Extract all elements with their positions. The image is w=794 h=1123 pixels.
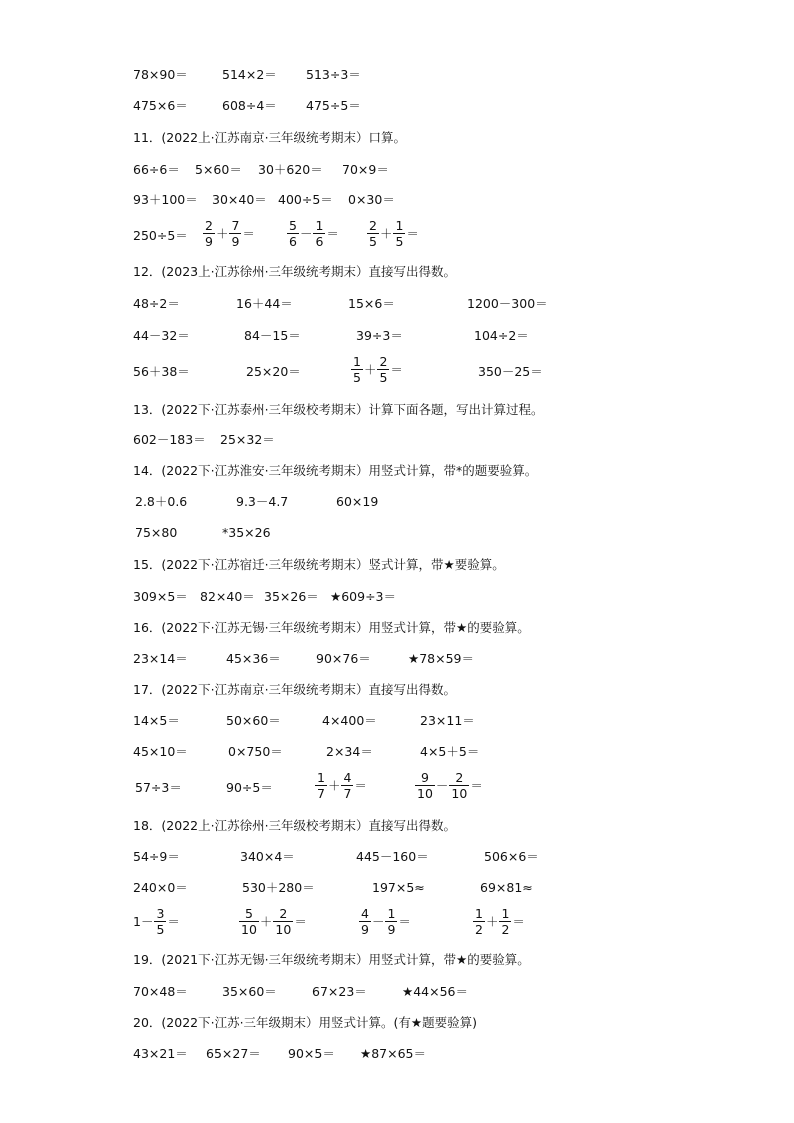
expression: 25×32＝ [220, 432, 275, 447]
expression: 9.3－4.7 [236, 494, 289, 509]
expression: 2×34＝ [326, 744, 373, 759]
fraction-expression: 1－ $\frac{3}{5}$ ＝ [133, 906, 180, 937]
fraction-expression: $\frac{4}{9}$ － $\frac{1}{9}$ ＝ [361, 906, 411, 937]
expression: 602－183＝ [133, 432, 206, 447]
expression: 240×0＝ [133, 880, 188, 895]
fraction: $\frac{1}{6}$ [315, 218, 324, 249]
expression: ★44×56＝ [402, 984, 468, 999]
expression: 48÷2＝ [133, 296, 180, 311]
question-title: 15．(2022下·江苏宿迁·三年级统考期末）竖式计算，带★要验算。 [133, 557, 505, 572]
expression: 23×11＝ [420, 713, 475, 728]
expression: *35×26 [222, 525, 271, 540]
expression: 30＋620＝ [258, 162, 323, 177]
fraction: $\frac{7}{9}$ [231, 218, 240, 249]
fraction-expression: $\frac{5}{6}$ － $\frac{1}{6}$ ＝ [289, 218, 339, 249]
question-title: 20．(2022下·江苏·三年级期末）用竖式计算。(有★题要验算) [133, 1015, 478, 1030]
expression: 66÷6＝ [133, 162, 180, 177]
expression: 25×20＝ [246, 364, 301, 379]
fraction: $\frac{4}{9}$ [361, 906, 369, 937]
expression: 530＋280＝ [242, 880, 315, 895]
fraction: $\frac{2}{10}$ [451, 770, 468, 801]
expression: 2.8＋0.6 [135, 494, 188, 509]
expression: 0×30＝ [348, 192, 395, 207]
question-title: 16．(2022下·江苏无锡·三年级统考期末）用竖式计算，带★的要验算。 [133, 620, 530, 635]
expression: 45×10＝ [133, 744, 188, 759]
expression: 56＋38＝ [133, 364, 190, 379]
expression: 15×6＝ [348, 296, 395, 311]
fraction: $\frac{2}{9}$ [205, 218, 213, 249]
question-title: 14．(2022下·江苏淮安·三年级统考期末）用竖式计算，带*的题要验算。 [133, 463, 538, 478]
fraction: $\frac{1}{7}$ [317, 770, 325, 801]
expression: 30×40＝ [212, 192, 267, 207]
expression: 54÷9＝ [133, 849, 180, 864]
expression: 309×5＝ [133, 589, 188, 604]
fraction: $\frac{3}{5}$ [156, 906, 165, 937]
fraction: $\frac{2}{5}$ [369, 218, 377, 249]
question-title: 11．(2022上·江苏南京·三年级统考期末）口算。 [133, 130, 407, 145]
expression: 75×80 [135, 525, 178, 540]
expression: 90×76＝ [316, 651, 371, 666]
expression: ★609÷3＝ [330, 589, 396, 604]
expression: 90÷5＝ [226, 780, 273, 795]
fraction: $\frac{1}{2}$ [501, 906, 510, 937]
expression: ★78×59＝ [408, 651, 474, 666]
expression: 514×2＝ [222, 67, 277, 82]
expression: 69×81≈ [480, 880, 533, 895]
fraction-expression: $\frac{1}{7}$ ＋ $\frac{4}{7}$ ＝ [317, 770, 367, 801]
question-title: 13．(2022下·江苏泰州·三年级校考期末）计算下面各题，写出计算过程。 [133, 402, 544, 417]
expression: 350－25＝ [478, 364, 543, 379]
expression: 1200－300＝ [467, 296, 548, 311]
expression: 608÷4＝ [222, 98, 277, 113]
expression: 44－32＝ [133, 328, 190, 343]
fraction: $\frac{2}{10}$ [275, 906, 292, 937]
question-title: 17．(2022下·江苏南京·三年级统考期末）直接写出得数。 [133, 682, 457, 697]
expression: 67×23＝ [312, 984, 367, 999]
fraction: $\frac{1}{5}$ [353, 354, 361, 385]
fraction-expression: $\frac{1}{5}$ ＋ $\frac{2}{5}$ ＝ [353, 354, 403, 385]
fraction: $\frac{9}{10}$ [417, 770, 433, 801]
expression: 475÷5＝ [306, 98, 361, 113]
expression: 70×48＝ [133, 984, 188, 999]
question-title: 12．(2023上·江苏徐州·三年级统考期末）直接写出得数。 [133, 264, 457, 279]
expression: 5×60＝ [195, 162, 242, 177]
fraction: $\frac{5}{6}$ [289, 218, 297, 249]
fraction: $\frac{1}{2}$ [475, 906, 483, 937]
expression: 197×5≈ [372, 880, 425, 895]
question-title: 18．(2022上·江苏徐州·三年级校考期末）直接写出得数。 [133, 818, 457, 833]
expression: 513÷3＝ [306, 67, 361, 82]
expression: 475×6＝ [133, 98, 188, 113]
expression: 23×14＝ [133, 651, 188, 666]
fraction: $\frac{2}{5}$ [379, 354, 388, 385]
expression: 43×21＝ [133, 1046, 188, 1061]
fraction-expression: $\frac{2}{9}$ ＋ $\frac{7}{9}$ ＝ [205, 218, 255, 249]
expression: 0×750＝ [228, 744, 283, 759]
fraction: $\frac{1}{5}$ [395, 218, 404, 249]
expression: 14×5＝ [133, 713, 180, 728]
expression: 35×60＝ [222, 984, 277, 999]
expression: 35×26＝ [264, 589, 319, 604]
expression: 340×4＝ [240, 849, 295, 864]
expression: 16＋44＝ [236, 296, 293, 311]
expression: 4×5＋5＝ [420, 744, 480, 759]
question-title: 19．(2021下·江苏无锡·三年级统考期末）用竖式计算，带★的要验算。 [133, 952, 530, 967]
expression: 60×19 [336, 494, 379, 509]
expression: ★87×65＝ [360, 1046, 426, 1061]
fraction-expression: $\frac{1}{2}$ ＋ $\frac{1}{2}$ ＝ [475, 906, 525, 937]
expression: 65×27＝ [206, 1046, 261, 1061]
expression: 4×400＝ [322, 713, 377, 728]
expression: 84－15＝ [244, 328, 301, 343]
fraction-expression: $\frac{9}{10}$ － $\frac{2}{10}$ ＝ [417, 770, 483, 801]
expression: 506×6＝ [484, 849, 539, 864]
expression: 400÷5＝ [278, 192, 333, 207]
expression: 93＋100＝ [133, 192, 198, 207]
expression: 50×60＝ [226, 713, 281, 728]
expression: 90×5＝ [288, 1046, 335, 1061]
expression: 445－160＝ [356, 849, 429, 864]
fraction: $\frac{4}{7}$ [343, 770, 352, 801]
expression: 250÷5＝ [133, 228, 188, 243]
expression: 70×9＝ [342, 162, 389, 177]
expression: 82×40＝ [200, 589, 255, 604]
expression: 78×90＝ [133, 67, 188, 82]
expression: 39÷3＝ [356, 328, 403, 343]
expression: 57÷3＝ [135, 780, 182, 795]
fraction-expression: $\frac{5}{10}$ ＋ $\frac{2}{10}$ ＝ [241, 906, 307, 937]
fraction-expression: $\frac{2}{5}$ ＋ $\frac{1}{5}$ ＝ [369, 218, 419, 249]
fraction: $\frac{1}{9}$ [387, 906, 396, 937]
fraction: $\frac{5}{10}$ [241, 906, 257, 937]
expression: 45×36＝ [226, 651, 281, 666]
expression: 104÷2＝ [474, 328, 529, 343]
